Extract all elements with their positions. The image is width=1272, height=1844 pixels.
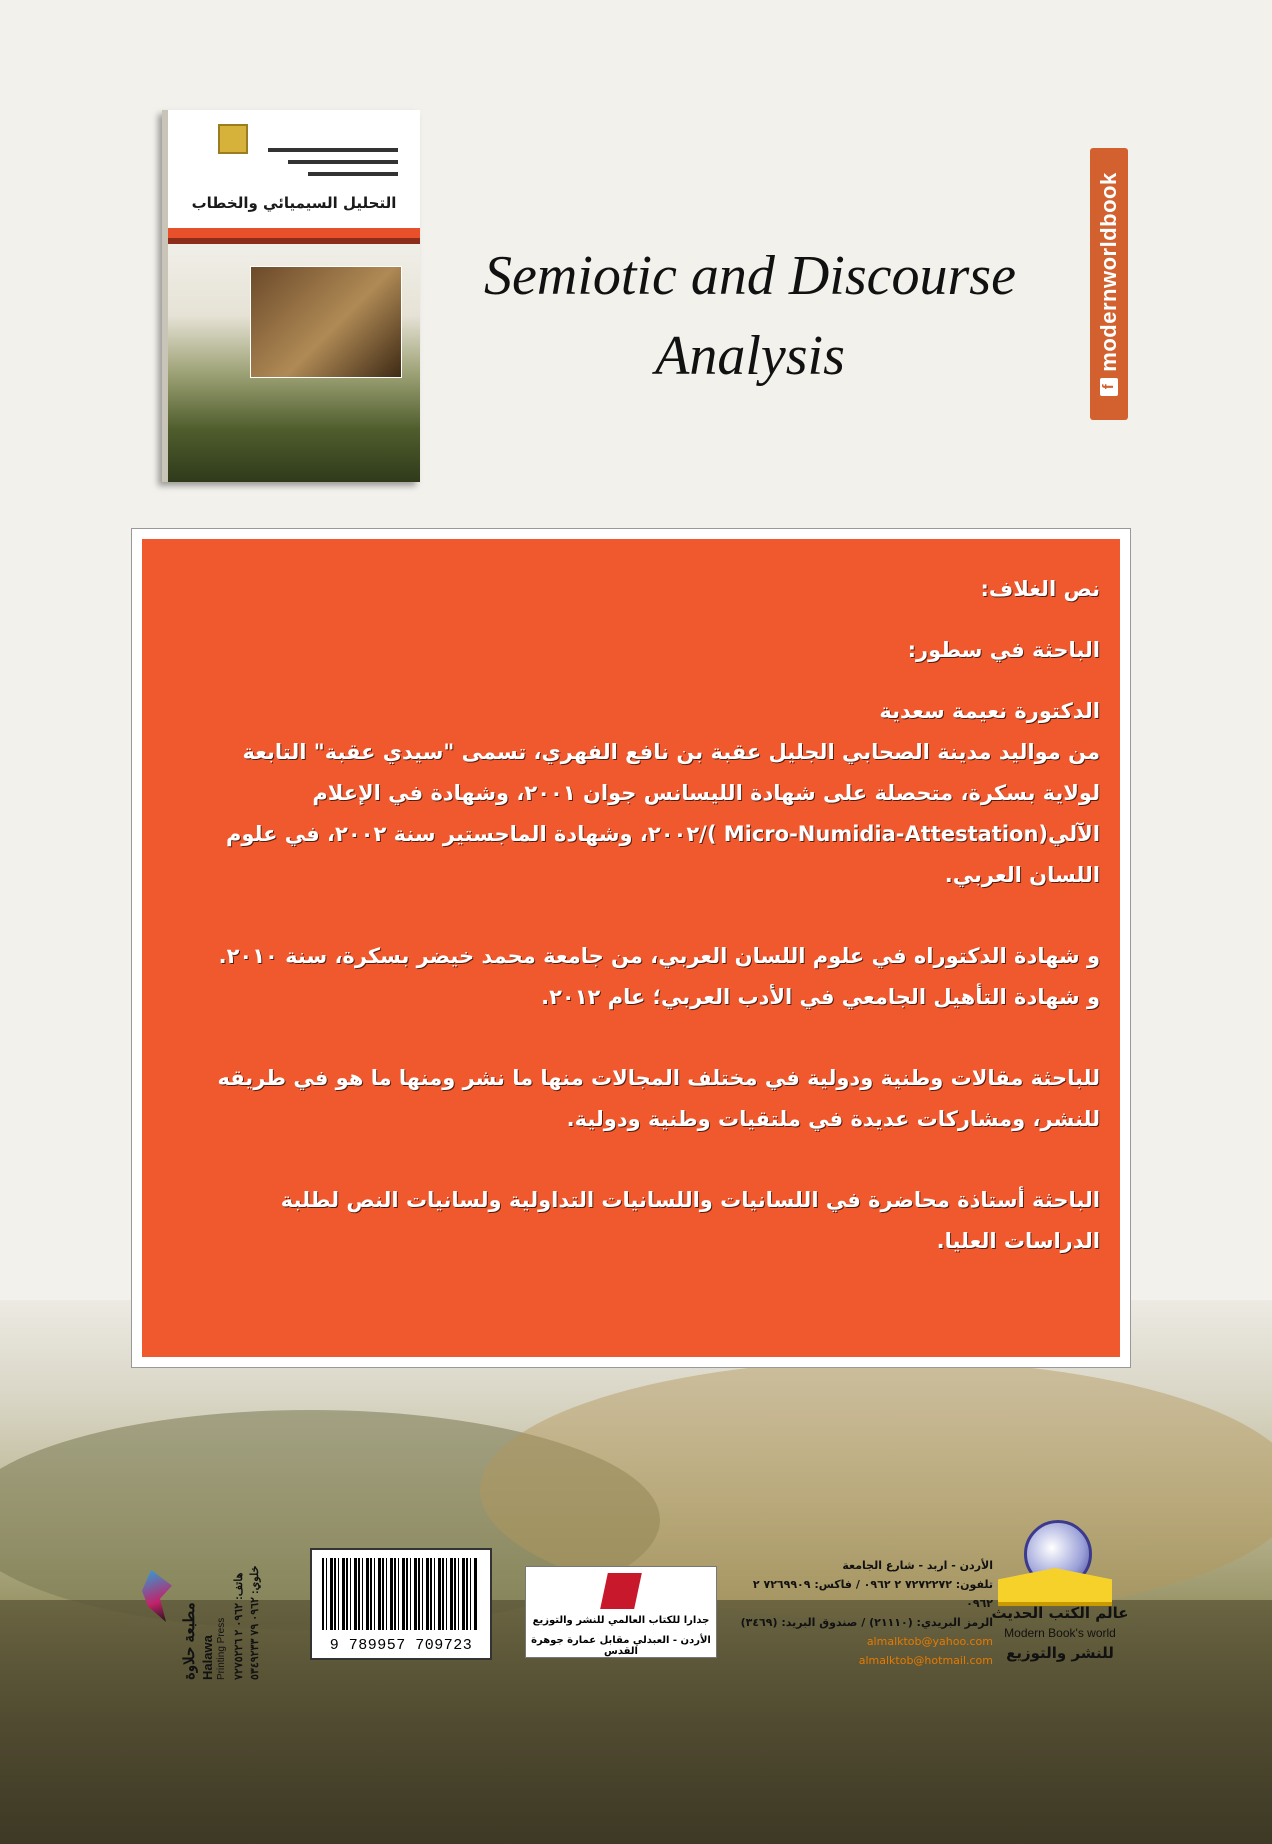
paragraph-line: الباحثة أستاذة محاضرة في اللسانيات واللسانيات التداولية ولسانيات النص لطلبة <box>280 1188 1100 1212</box>
contact-email: almalktob@yahoo.com <box>866 1635 993 1648</box>
contact-phone: تلفون: ٧٢٧٢٢٧٢ ٢ ٠٩٦٢ / فاكس: ٧٢٦٩٩٠٩ ٢ ٠٩٦٢ <box>752 1578 993 1610</box>
open-book-icon <box>998 1568 1112 1606</box>
cover-text-frame <box>131 528 1131 1368</box>
paragraph-line: و شهادة التأهيل الجامعي في الأدب العربي؛ عام ٢٠١٢. <box>541 985 1100 1009</box>
publisher-tagline: للنشر والتوزيع <box>1006 1644 1114 1662</box>
paragraph-line: الدراسات العليا. <box>936 1229 1100 1253</box>
cover-text-heading: نص الغلاف: <box>980 577 1100 601</box>
english-title <box>440 236 1060 396</box>
printer-bird-icon <box>142 1570 172 1622</box>
cover-text-panel <box>142 539 1120 1357</box>
distributor-name: جدارا للكتاب العالمي للنشر والتوزيع <box>532 1615 710 1626</box>
contact-email: almalktob@hotmail.com <box>858 1654 993 1667</box>
thumbnail-photo <box>168 244 420 482</box>
printer-name-en: Halawa <box>200 1635 215 1680</box>
paragraph-line: لولاية بسكرة، متحصلة على شهادة الليسانس جوان ٢٠٠١، وشهادة في الإعلام <box>312 781 1100 805</box>
paragraph-line: من مواليد مدينة الصحابي الجليل عقبة بن نافع الفهري، تسمى "سيدي عقبة" التابعة <box>242 740 1100 764</box>
cover-text-subheading: الباحثة في سطور: <box>907 638 1100 662</box>
isbn-barcode <box>310 1548 492 1660</box>
paragraph-line: و شهادة الدكتوراه في علوم اللسان العربي، من جامعة محمد خيضر بسكرة، سنة ٢٠١٠. <box>218 944 1100 968</box>
printer-mobile: خلوي: ٠٩٦٢ ٧٩ ٥٣٤٩٢٣٣ <box>249 1565 261 1680</box>
facebook-icon: f <box>1100 378 1118 396</box>
english-title-line2: Analysis <box>655 325 845 387</box>
tiny-text-line <box>288 160 398 164</box>
thumbnail-book-cover <box>162 110 420 482</box>
paragraph-line: اللسان العربي. <box>944 863 1100 887</box>
printer-logo <box>130 1530 270 1680</box>
publisher-logo <box>990 1520 1130 1670</box>
paragraph-line: للنشر، ومشاركات عديدة في ملتقيات وطنية ودولية. <box>566 1107 1100 1131</box>
tiny-text-line <box>308 172 398 176</box>
paragraph-line: الآلي(Micro-Numidia-Attestation )/٢٠٠٢، وشهادة الماجستير سنة ٢٠٠٢، في علوم <box>225 822 1100 846</box>
facebook-tab[interactable] <box>1090 148 1128 420</box>
publisher-name-en: Modern Book's world <box>1004 1626 1116 1640</box>
facebook-tab-content <box>1090 148 1128 420</box>
printer-subtitle: Printing Press <box>216 1617 227 1680</box>
contact-address: الأردن - اربد - شارع الجامعة <box>842 1559 993 1572</box>
distributor-mark-icon <box>600 1573 642 1609</box>
printer-name-ar: مطبعة حلاوة <box>181 1602 198 1680</box>
thumbnail-book-title: التحليل السيميائي والخطاب <box>191 194 397 212</box>
cover-text-body <box>164 569 1100 1262</box>
publisher-contact-block <box>735 1556 993 1670</box>
barcode-digits: 9 789957 709723 <box>329 1637 473 1654</box>
contact-postal: الرمز البريدي: (٢١١١٠) / صندوق البريد: (٣٤٦٩) <box>740 1616 993 1629</box>
distributor-address: الأردن - العبدلي مقابل عمارة جوهرة القدس <box>531 1635 711 1657</box>
author-name: الدكتورة نعيمة سعدية <box>879 699 1100 723</box>
publisher-logo-icon <box>218 124 248 154</box>
paragraph-line: للباحثة مقالات وطنية ودولية في مختلف المجالات منها ما نشر ومنها ما هو في طريقه <box>217 1066 1100 1090</box>
printer-phone: هاتف: ٠٩٦٢ ٢ ٧٢٧٥٢٢٦ <box>233 1572 245 1680</box>
distributor-logo <box>525 1566 717 1658</box>
english-title-line1: Semiotic and Discourse <box>484 245 1016 307</box>
orange-band <box>168 228 420 238</box>
pen-photo-inset <box>250 266 402 378</box>
facebook-handle: modernworldbook <box>1096 172 1121 372</box>
publisher-name-ar: عالم الكتب الحديث <box>991 1604 1129 1622</box>
tiny-text-line <box>268 148 398 152</box>
barcode-bars <box>322 1558 478 1630</box>
